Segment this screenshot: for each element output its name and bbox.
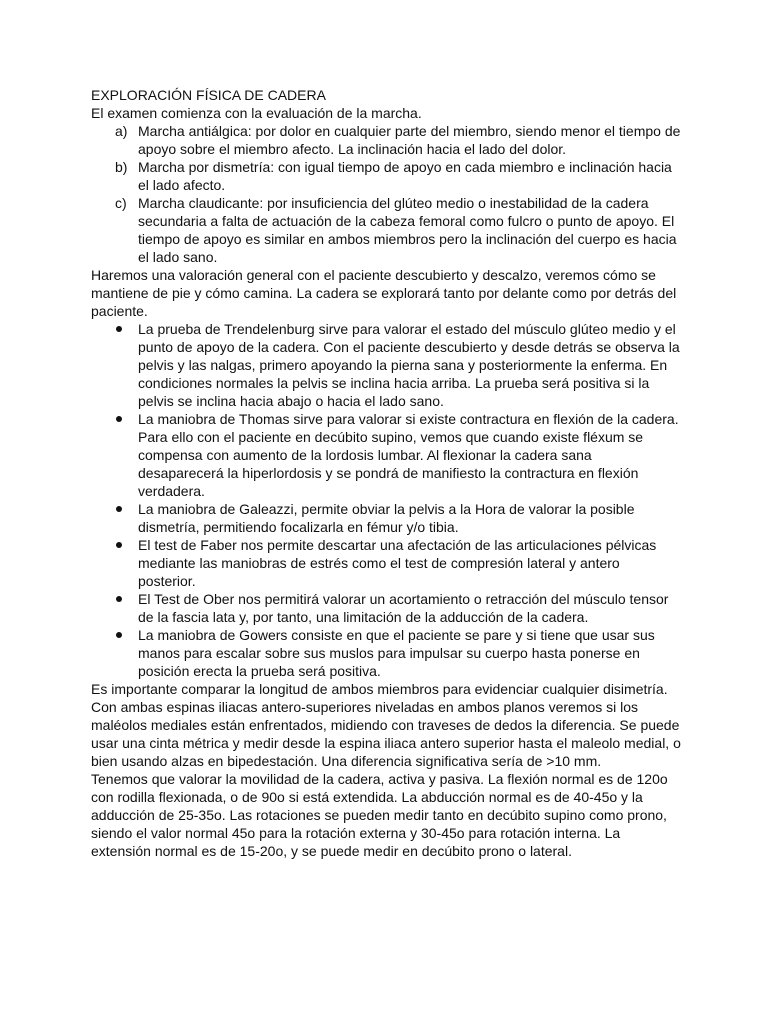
tests-list [91, 320, 681, 680]
test-item-text: El test de Faber nos permite descartar una afectación de las articulaciones pélvicas mediante las maniobras de estrés como el test de compresión lateral y antero posterior. [138, 537, 657, 589]
gait-item-text: Marcha antiálgica: por dolor en cualquier parte del miembro, siendo menor el tiempo de apoyo sobre el miembro afecto. La inclinación hacia el lado del dolor. [138, 123, 681, 157]
test-item-text: La prueba de Trendelenburg sirve para valorar el estado del músculo glúteo medio y el punto de apoyo de la cadera. Con el paciente descubierto y desde detrás se observa la pelvis y las nalgas, primero apoyando la pierna sana y posteriormente la enferma. En condiciones normales la pelvis se inclina hacia arriba. La prueba será positiva si la pelvis se inclina hacia abajo o hacia el lado sano. [138, 321, 680, 409]
gait-item [91, 194, 681, 266]
list-marker: c) [115, 195, 127, 211]
test-item [91, 500, 681, 536]
test-item [91, 536, 681, 590]
document-page [91, 86, 681, 860]
bullet-icon [116, 416, 122, 422]
gait-item-text: Marcha por dismetría: con igual tiempo de apoyo en cada miembro e inclinación hacia el lado afecto. [138, 159, 672, 193]
gait-item [91, 158, 681, 194]
bullet-icon [116, 506, 122, 512]
bullet-icon [116, 596, 122, 602]
document-title: EXPLORACIÓN FÍSICA DE CADERA [91, 87, 326, 103]
bullet-icon [116, 632, 122, 638]
list-marker: b) [115, 159, 128, 175]
gait-item [91, 122, 681, 158]
gait-list [91, 122, 681, 266]
test-item-text: La maniobra de Gowers consiste en que el paciente se pare y si tiene que usar sus manos para escalar sobre sus muslos para impulsar su cuerpo hasta ponerse en posición erecta la prueba será positiva. [138, 627, 655, 679]
test-item-text: La maniobra de Thomas sirve para valorar si existe contractura en flexión de la cadera. Para ello con el paciente en decúbito supino, vemos que cuando existe fléxum se compensa con aumento de la lordosis lumbar. Al flexionar la cadera sana desaparecerá la hiperlordosis y se pondrá de manifiesto la contractura en flexión verdadera. [138, 411, 679, 499]
bullet-icon [116, 542, 122, 548]
test-item [91, 626, 681, 680]
list-marker: a) [115, 123, 128, 139]
test-item-text: La maniobra de Galeazzi, permite obviar la pelvis a la Hora de valorar la posible dismetría, permitiendo focalizarla en fémur y/o tibia. [138, 501, 635, 535]
mobility-paragraph: Tenemos que valorar la movilidad de la cadera, activa y pasiva. La flexión normal es de 120o con rodilla flexionada, o de 90o si está extendida. La abducción normal es de 40-45o y la adducción de 25-35o. Las rotaciones se pueden medir tanto en decúbito supino como prono, siendo el valor normal 45o para la rotación externa y 30-45o para rotación interna. La extensión normal es de 15-20o, y se puede medir en decúbito prono o lateral. [91, 771, 668, 859]
test-item [91, 590, 681, 626]
bullet-icon [116, 326, 122, 332]
general-paragraph: Haremos una valoración general con el paciente descubierto y descalzo, veremos cómo se mantiene de pie y cómo camina. La cadera se explorará tanto por delante como por detrás del paciente. [91, 267, 677, 319]
intro-paragraph: El examen comienza con la evaluación de la marcha. [91, 105, 422, 121]
test-item [91, 320, 681, 410]
test-item-text: El Test de Ober nos permitirá valorar un acortamiento o retracción del músculo tensor de la fascia lata y, por tanto, una limitación de la adducción de la cadera. [138, 591, 669, 625]
gait-item-text: Marcha claudicante: por insuficiencia del glúteo medio o inestabilidad de la cadera secundaria a falta de actuación de la cabeza femoral como fulcro o punto de apoyo. El tiempo de apoyo es similar en ambos miembros pero la inclinación del cuerpo es hacia el lado sano. [138, 195, 677, 265]
test-item [91, 410, 681, 500]
length-paragraph: Es importante comparar la longitud de ambos miembros para evidenciar cualquier disimetría. Con ambas espinas iliacas antero-superiores niveladas en ambos planos veremos si los maléolos mediales están enfrentados, midiendo con traveses de dedos la diferencia. Se puede usar una cinta métrica y medir desde la espina iliaca antero superior hasta el maleolo medial, o bien usando alzas en bipedestación. Una diferencia significativa sería de >10 mm. [91, 681, 681, 769]
